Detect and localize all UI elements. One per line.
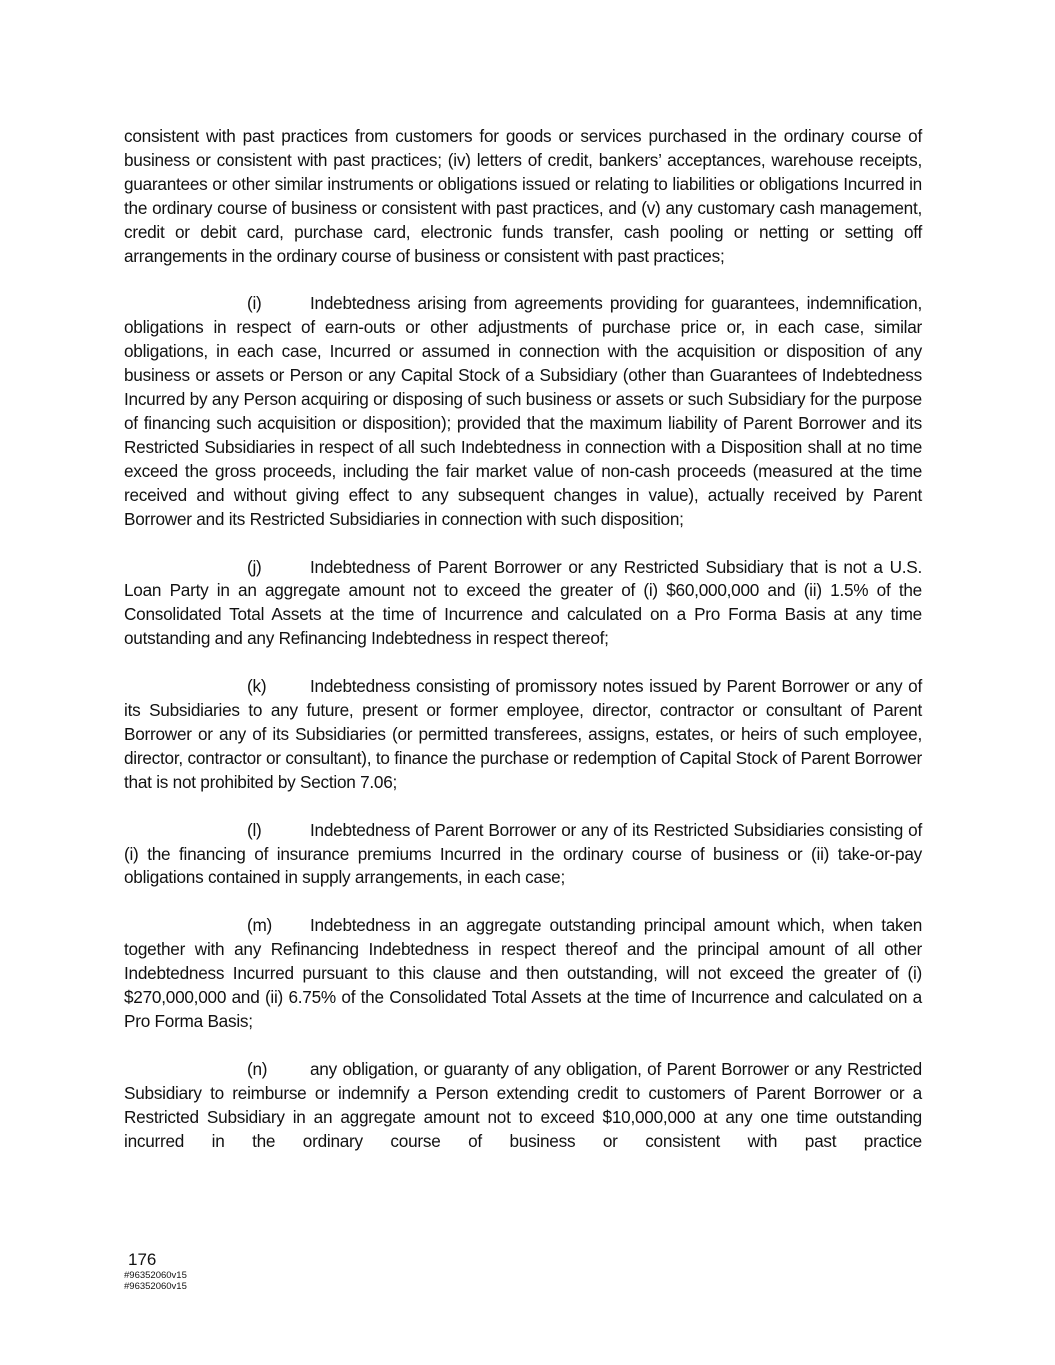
- clause-i: [124, 292, 922, 531]
- paragraph-continuation: consistent with past practices from customers for goods or services purchased in the ordinary course of business or consistent with past practices; (iv) letters of credit, bankers’ acceptances, warehouse receipts, guarantees or other similar instruments or obligations issued or relating to liabilities or obligations Incurred in the ordinary course of business or consistent with past practices, and (v) any customary cash management, credit or debit card, purchase card, electronic funds transfer, cash pooling or netting or setting off arrangements in the ordinary course of business or consistent with past practices;: [124, 126, 922, 266]
- clause-marker: (i): [247, 293, 262, 314]
- clause-l: [124, 819, 922, 891]
- clause-marker: (l): [247, 819, 262, 840]
- clause-text: any obligation, or guaranty of any obligation, of Parent Borrower or any Restricted Subsidiary to reimburse or indemnify a Person extending credit to customers of Parent Borrower or a Restricted Subsidiary in an aggregate amount not to exceed $10,000,000 at any one time outstanding incurred in the ordinary course of business or consistent with past practice: [124, 1058, 922, 1151]
- clause-j: [124, 556, 922, 652]
- document-id-duplicate: #96352060v15: [124, 1281, 187, 1292]
- clause-text: Indebtedness in an aggregate outstanding principal amount which, when taken together with any Refinancing Indebtedness in respect thereof and the principal amount of all other Indebtedness Incurred pursuant to this clause and then outstanding, will not exceed the greater of (i) $270,000,000 and (ii) 6.75% of the Consolidated Total Assets at the time of Incurrence and calculated on a Pro Forma Basis;: [124, 915, 922, 1031]
- clause-marker: (j): [247, 556, 262, 577]
- clause-marker: (k): [247, 676, 267, 697]
- clause-text: Indebtedness consisting of promissory notes issued by Parent Borrower or any of its Subsidiaries to any future, present or former employee, director, contractor or consultant of Parent Borrower or any of its Subsidiaries (or permitted transferees, assigns, estates, or heirs of such employee, director, contractor or consultant), to finance the purchase or redemption of Capital Stock of Parent Borrower that is not prohibited by Section 7.06;: [124, 676, 922, 792]
- clause-marker: (m): [247, 915, 273, 936]
- document-body: [124, 125, 922, 1154]
- clause-m: [124, 914, 922, 1034]
- clause-k: [124, 675, 922, 795]
- clause-text: Indebtedness of Parent Borrower or any Restricted Subsidiary that is not a U.S. Loan Party in an aggregate amount not to exceed the greater of (i) $60,000,000 and (ii) 1.5% of the Consolidated Total Assets at the time of Incurrence and calculated on a Pro Forma Basis at any time outstanding and any Refinancing Indebtedness in respect thereof;: [124, 556, 922, 649]
- clause-marker: (n): [247, 1058, 268, 1079]
- clause-n: [124, 1058, 922, 1154]
- page-number: 176: [128, 1250, 157, 1269]
- page-footer: [124, 1250, 187, 1292]
- document-id: #96352060v15: [124, 1270, 187, 1281]
- clause-text: Indebtedness arising from agreements providing for guarantees, indemnification, obligations in respect of earn-outs or other adjustments of purchase price or, in each case, similar obligations, in each case, Incurred or assumed in connection with the acquisition or disposition of any business or assets or Person or any Capital Stock of a Subsidiary (other than Guarantees of Indebtedness Incurred by any Person acquiring or disposing of such business or assets or such Subsidiary for the purpose of financing such acquisition or disposition); provided that the maximum liability of Parent Borrower and its Restricted Subsidiaries in respect of all such Indebtedness in connection with a Disposition shall at no time exceed the gross proceeds, including the fair market value of non-cash proceeds (measured at the time received and without giving effect to any subsequent changes in value), actually received by Parent Borrower and its Restricted Subsidiaries in connection with such disposition;: [124, 293, 922, 529]
- clause-text: Indebtedness of Parent Borrower or any of its Restricted Subsidiaries consisting of (i) the financing of insurance premiums Incurred in the ordinary course of business or (ii) take-or-pay obligations contained in supply arrangements, in each case;: [124, 819, 922, 888]
